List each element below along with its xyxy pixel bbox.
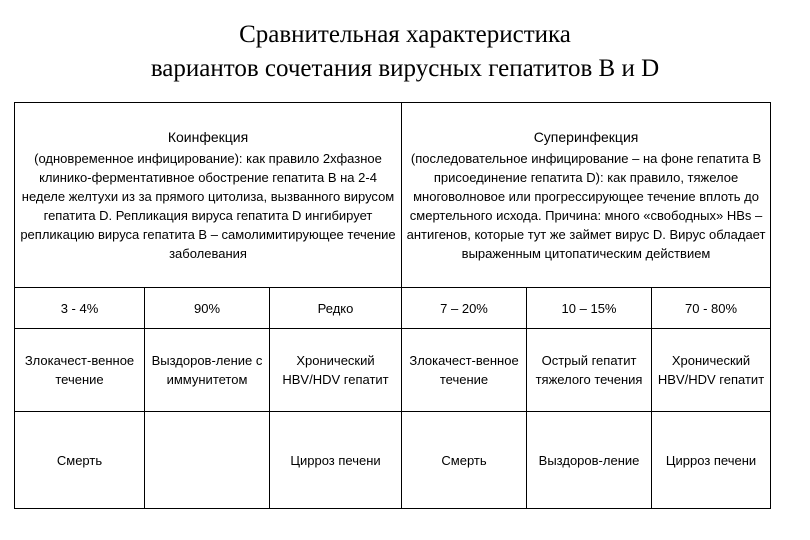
super-percent-3: 70 - 80% xyxy=(652,288,771,329)
final-row xyxy=(15,412,771,509)
super-percent-2: 10 – 15% xyxy=(527,288,652,329)
co-final-2 xyxy=(145,412,270,509)
title-line-1: Сравнительная характеристика xyxy=(239,21,571,48)
co-percent-1: 3 - 4% xyxy=(15,288,145,329)
header-row xyxy=(15,103,771,288)
super-outcome-3: Хронический HBV/HDV гепатит xyxy=(652,329,771,412)
super-final-3: Цирроз печени xyxy=(652,412,771,509)
superinfection-header xyxy=(402,103,771,288)
co-final-1: Смерть xyxy=(15,412,145,509)
super-final-1: Смерть xyxy=(402,412,527,509)
super-percent-1: 7 – 20% xyxy=(402,288,527,329)
super-final-2: Выздоров-ление xyxy=(527,412,652,509)
super-outcome-2: Острый гепатит тяжелого течения xyxy=(527,329,652,412)
superinfection-description: (последовательное инфицирование – на фоне гепатита В присоединение гепатита D): как правило, тяжелое многоволновое или прогрессирующее течение вплоть до смертельного исхода. Причина: много «свободных» HBs – антигенов, которые тут же займет вирус D. Вирус обладает выраженным цитопатическим действием xyxy=(406,150,766,261)
comparison-table xyxy=(14,102,771,509)
title-line-2: вариантов сочетания вирусных гепатитов В и D xyxy=(150,55,660,82)
co-percent-3: Редко xyxy=(270,288,402,329)
coinfection-description: (одновременное инфицирование): как правило 2хфазное клинико-ферментативное обострение гепатита В на 2-4 неделе желтухи из за прямого цитолиза, вызванного вирусом гепатита D. Репликация вируса гепатита D ингибирует репликацию вируса гепатита В – самолимитирующее течение заболевания xyxy=(20,150,396,261)
coinfection-title: Коинфекция xyxy=(167,128,249,145)
co-final-3: Цирроз печени xyxy=(270,412,402,509)
co-outcome-2: Выздоров-ление с иммунитетом xyxy=(145,329,270,412)
co-outcome-1: Злокачест-венное течение xyxy=(15,329,145,412)
page-title xyxy=(0,18,810,86)
percent-row xyxy=(15,288,771,329)
superinfection-title: Суперинфекция xyxy=(533,128,639,145)
coinfection-header xyxy=(15,103,402,288)
outcome-row xyxy=(15,329,771,412)
co-outcome-3: Хронический HBV/HDV гепатит xyxy=(270,329,402,412)
super-outcome-1: Злокачест-венное течение xyxy=(402,329,527,412)
co-percent-2: 90% xyxy=(145,288,270,329)
